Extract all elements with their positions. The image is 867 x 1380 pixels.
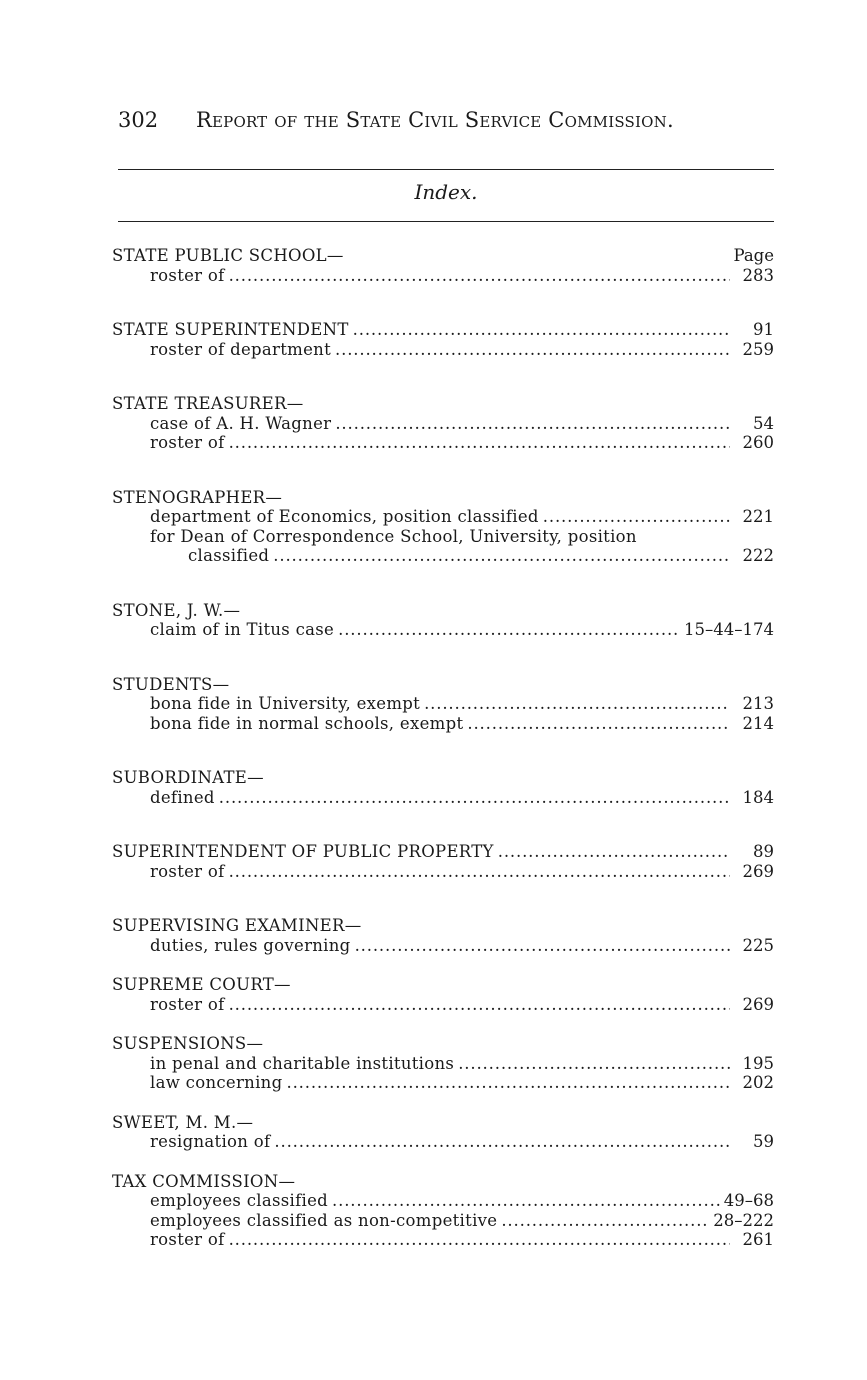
- index-entry: [112, 768, 774, 807]
- page-column-label: Page: [733, 246, 774, 265]
- subitem-text: roster of: [150, 265, 225, 285]
- entry-subitem: [112, 995, 774, 1015]
- entry-subitem: [112, 936, 774, 956]
- running-header: [118, 108, 778, 132]
- entry-heading: SUPERINTENDENT OF PUBLIC PROPERTY: [112, 842, 494, 861]
- page-ref: 269: [742, 994, 774, 1014]
- bottom-rule: [118, 221, 774, 222]
- index-entry: [112, 394, 774, 453]
- entry-subitem: [112, 414, 774, 434]
- index-entry: [112, 916, 774, 955]
- page-number: 302: [118, 108, 159, 132]
- section-title: Index.: [414, 180, 478, 204]
- page-ref: 261: [742, 1230, 774, 1249]
- dot-leader: [229, 433, 730, 453]
- page-ref: 214: [742, 713, 774, 733]
- index-entry: [112, 842, 774, 881]
- dot-leader: [501, 1211, 709, 1231]
- entry-heading-row: [112, 394, 774, 414]
- top-rule: [118, 169, 774, 170]
- entry-heading: SUBORDINATE—: [112, 768, 264, 787]
- subitem-text: bona fide in University, exempt: [150, 694, 421, 713]
- dot-leader: [335, 340, 730, 360]
- entry-subitem: [112, 507, 774, 527]
- subitem-continuation: [112, 546, 774, 566]
- page-ref: 15–44–174: [684, 620, 774, 639]
- running-title: Report of the State Civil Service Commission.: [196, 108, 674, 132]
- page-ref: 202: [742, 1073, 774, 1092]
- dot-leader: [424, 694, 730, 714]
- entry-heading-row: [112, 1034, 774, 1054]
- dot-leader: [498, 842, 730, 862]
- subitem-text: duties, rules governing: [150, 935, 351, 955]
- dot-leader: [229, 266, 730, 286]
- page-ref: 49–68: [723, 1191, 774, 1210]
- page-ref: 89: [753, 842, 774, 861]
- subitem-text: defined: [150, 787, 215, 807]
- entry-subitem: [112, 266, 774, 286]
- page-ref: 91: [753, 320, 774, 339]
- entry-heading-row: [112, 842, 774, 862]
- subitem-text: resignation of: [150, 1132, 271, 1151]
- entry-subitem: [112, 527, 774, 547]
- page-ref: 260: [742, 433, 774, 452]
- entry-heading-row: [112, 1113, 774, 1133]
- entry-subitem: [112, 714, 774, 734]
- entry-subitem: [112, 1230, 774, 1250]
- index-entry: [112, 320, 774, 359]
- subitem-text: roster of: [150, 861, 225, 881]
- entry-subitem: [112, 1132, 774, 1152]
- subitem-text: roster of department: [150, 339, 332, 359]
- page-ref: 225: [742, 935, 774, 955]
- entry-heading: SWEET, M. M.—: [112, 1112, 254, 1132]
- index-entry: [112, 975, 774, 1014]
- entry-subitem: [112, 1073, 774, 1093]
- entry-subitem: [112, 862, 774, 882]
- dot-leader: [286, 1073, 730, 1093]
- dot-leader: [458, 1054, 730, 1074]
- index-entry: [112, 1172, 774, 1250]
- dot-leader: [229, 1230, 730, 1250]
- dot-leader: [274, 1132, 730, 1152]
- page-ref: 221: [742, 507, 774, 526]
- dot-leader: [467, 714, 730, 734]
- subitem-text: law concerning: [150, 1073, 283, 1092]
- dot-leader: [355, 936, 730, 956]
- dot-leader: [229, 862, 730, 882]
- entry-heading: SUPREME COURT—: [112, 975, 291, 994]
- entry-heading-row: [112, 916, 774, 936]
- entry-heading-row: [112, 975, 774, 995]
- page-ref: 259: [742, 339, 774, 359]
- page-ref: 195: [742, 1053, 774, 1073]
- page-ref: 28–222: [713, 1210, 774, 1230]
- dot-leader: [332, 1191, 720, 1211]
- entry-heading-row: [112, 601, 774, 621]
- index-entry: [112, 246, 774, 285]
- entry-heading-row: [112, 246, 774, 266]
- page-ref: 54: [753, 413, 774, 433]
- entry-subitem: [112, 1191, 774, 1211]
- dot-leader: [338, 620, 680, 640]
- entry-heading: SUPERVISING EXAMINER—: [112, 916, 362, 935]
- dot-leader: [273, 546, 730, 566]
- entry-heading-row: [112, 768, 774, 788]
- entry-subitem: [112, 694, 774, 714]
- entry-subitem: [112, 340, 774, 360]
- dot-leader: [543, 507, 730, 527]
- index-entry: [112, 488, 774, 566]
- page-ref: 269: [742, 861, 774, 881]
- entry-subitem: [112, 620, 774, 640]
- subitem-text: in penal and charitable institutions: [150, 1053, 455, 1073]
- index-entry: [112, 1113, 774, 1152]
- dot-leader: [335, 414, 730, 434]
- subitem-text: employees classified: [150, 1191, 329, 1210]
- dot-leader: [353, 320, 730, 340]
- page-ref: 213: [742, 694, 774, 713]
- entry-heading: TAX COMMISSION—: [112, 1171, 296, 1191]
- entry-heading-row: [112, 488, 774, 508]
- index-list: [112, 246, 774, 1250]
- entry-heading: STATE SUPERINTENDENT: [112, 320, 349, 339]
- continuation-text: classified: [188, 546, 270, 565]
- dot-leader: [229, 995, 730, 1015]
- dot-leader: [219, 788, 730, 808]
- entry-subitem: [112, 1054, 774, 1074]
- entry-subitem: [112, 433, 774, 453]
- entry-heading-row: [112, 320, 774, 340]
- entry-subitem: [112, 1211, 774, 1231]
- subitem-text: roster of: [150, 1230, 225, 1249]
- index-entry: [112, 1034, 774, 1093]
- subitem-text: claim of in Titus case: [150, 620, 335, 639]
- subitem-text: case of A. H. Wagner: [150, 413, 332, 433]
- entry-heading: STUDENTS—: [112, 674, 230, 694]
- subitem-text: roster of: [150, 433, 225, 452]
- entry-heading-row: [112, 675, 774, 695]
- index-entry: [112, 675, 774, 734]
- subitem-text: roster of: [150, 994, 225, 1014]
- entry-heading-row: [112, 1172, 774, 1192]
- index-entry: [112, 601, 774, 640]
- subitem-text: employees classified as non-competitive: [150, 1210, 498, 1230]
- page-ref: 283: [742, 265, 774, 285]
- entry-heading: STATE PUBLIC SCHOOL—: [112, 246, 344, 265]
- entry-heading: STENOGRAPHER—: [112, 487, 283, 507]
- entry-subitem: [112, 788, 774, 808]
- entry-heading: SUSPENSIONS—: [112, 1034, 264, 1053]
- subitem-text: for Dean of Correspondence School, University, position: [150, 526, 637, 546]
- subitem-text: department of Economics, position classified: [150, 507, 539, 526]
- subitem-text: bona fide in normal schools, exempt: [150, 713, 464, 733]
- page-ref: 222: [742, 546, 774, 565]
- page-ref: 59: [753, 1132, 774, 1151]
- entry-heading: STATE TREASURER—: [112, 394, 304, 413]
- page-ref: 184: [742, 787, 774, 807]
- entry-heading: STONE, J. W.—: [112, 600, 241, 620]
